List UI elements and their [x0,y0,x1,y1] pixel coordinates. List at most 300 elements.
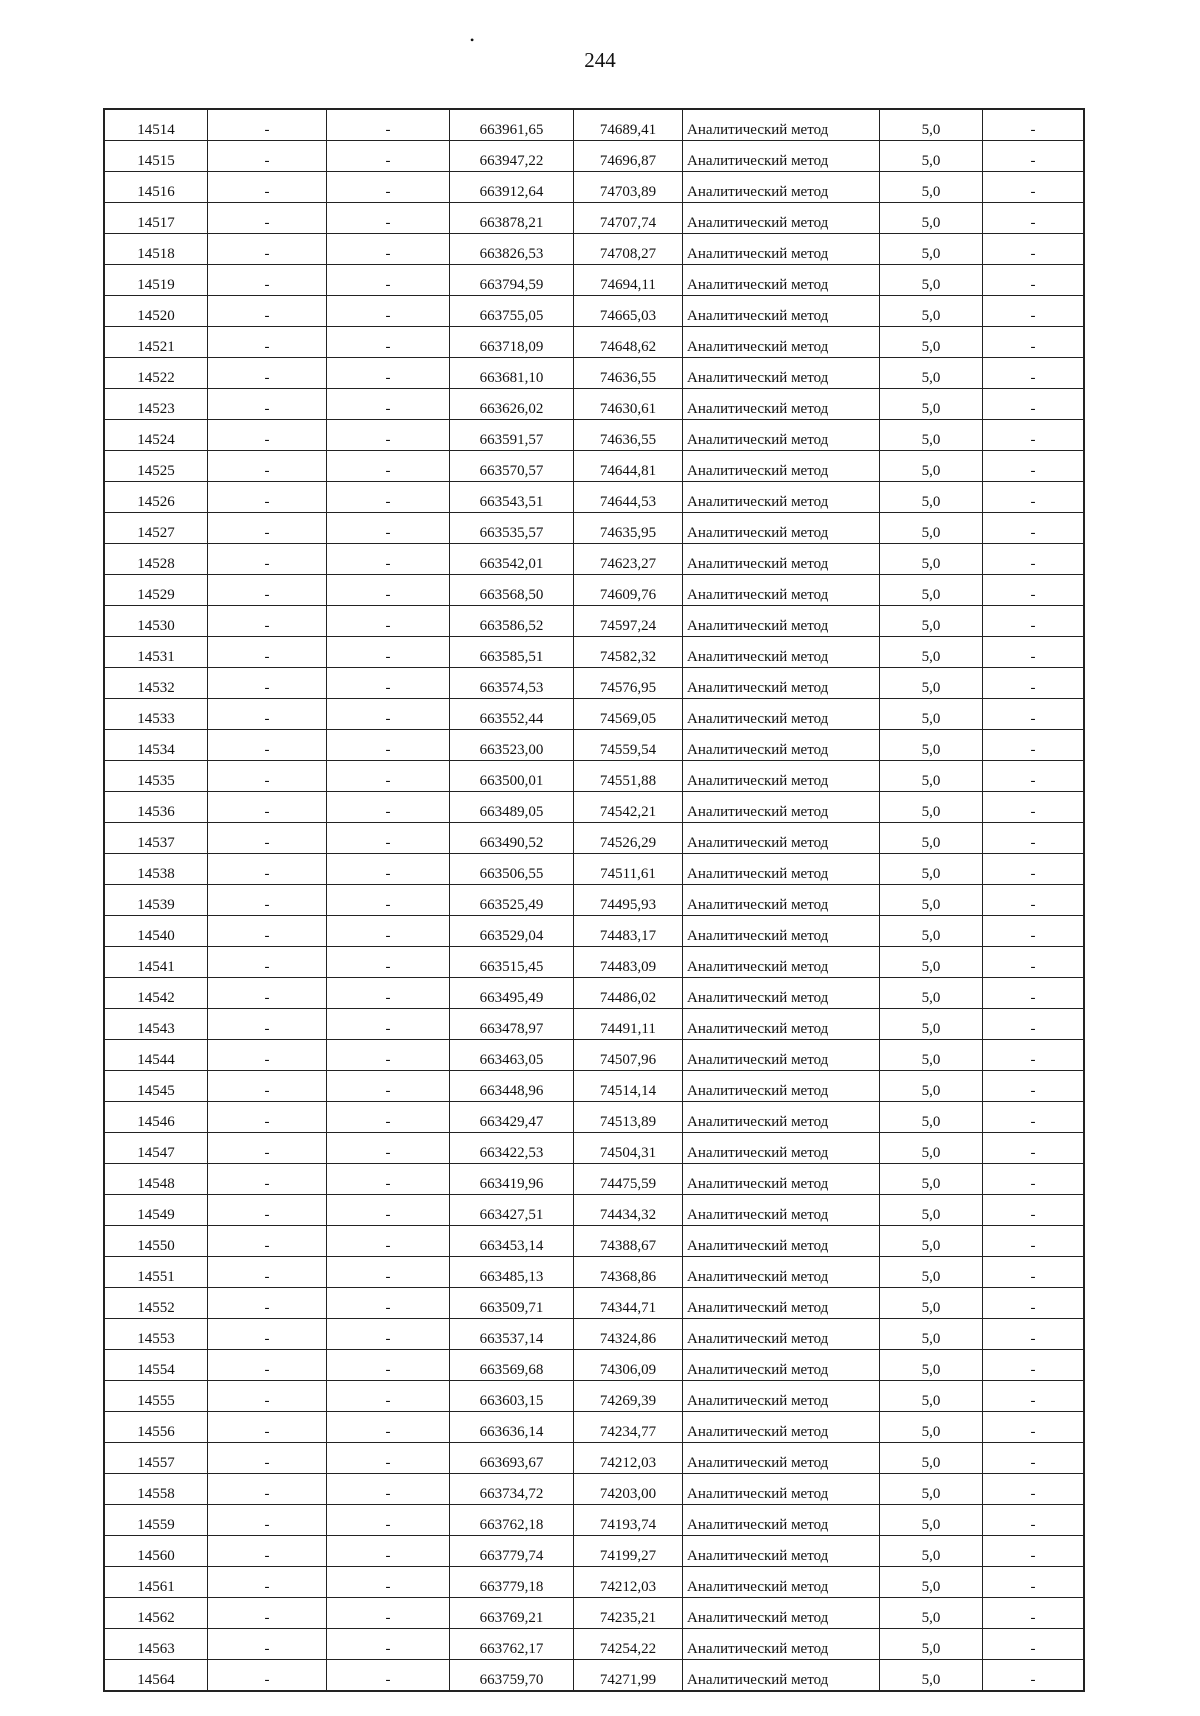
dash-cell-1: - [208,172,327,203]
table-row [104,1381,1084,1412]
y-coordinate-cell: 74511,61 [574,854,683,885]
x-coordinate-cell: 663779,74 [450,1536,574,1567]
y-coordinate-cell: 74234,77 [574,1412,683,1443]
x-coordinate-cell: 663755,05 [450,296,574,327]
dash-cell-3: - [983,1629,1085,1660]
dash-cell-2: - [327,203,450,234]
point-number-cell: 14516 [104,172,208,203]
x-coordinate-cell: 663509,71 [450,1288,574,1319]
table-row [104,1536,1084,1567]
x-coordinate-cell: 663525,49 [450,885,574,916]
accuracy-cell: 5,0 [880,1381,983,1412]
y-coordinate-cell: 74582,32 [574,637,683,668]
dash-cell-3: - [983,327,1085,358]
y-coordinate-cell: 74689,41 [574,109,683,141]
accuracy-cell: 5,0 [880,451,983,482]
dash-cell-3: - [983,1257,1085,1288]
method-cell: Аналитический метод [683,1226,880,1257]
method-cell: Аналитический метод [683,1257,880,1288]
dash-cell-3: - [983,1288,1085,1319]
dash-cell-2: - [327,296,450,327]
dash-cell-2: - [327,606,450,637]
accuracy-cell: 5,0 [880,1567,983,1598]
dash-cell-2: - [327,1071,450,1102]
point-number-cell: 14532 [104,668,208,699]
y-coordinate-cell: 74344,71 [574,1288,683,1319]
dash-cell-3: - [983,699,1085,730]
dash-cell-2: - [327,1412,450,1443]
point-number-cell: 14549 [104,1195,208,1226]
dash-cell-3: - [983,203,1085,234]
dash-cell-3: - [983,1009,1085,1040]
table-row [104,854,1084,885]
table-row [104,203,1084,234]
y-coordinate-cell: 74491,11 [574,1009,683,1040]
accuracy-cell: 5,0 [880,978,983,1009]
dash-cell-1: - [208,730,327,761]
dash-cell-1: - [208,668,327,699]
x-coordinate-cell: 663585,51 [450,637,574,668]
dash-cell-2: - [327,978,450,1009]
dash-cell-3: - [983,1412,1085,1443]
y-coordinate-cell: 74507,96 [574,1040,683,1071]
x-coordinate-cell: 663586,52 [450,606,574,637]
dash-cell-1: - [208,637,327,668]
table-row [104,1474,1084,1505]
dash-cell-2: - [327,668,450,699]
y-coordinate-cell: 74597,24 [574,606,683,637]
point-number-cell: 14525 [104,451,208,482]
point-number-cell: 14554 [104,1350,208,1381]
dash-cell-1: - [208,699,327,730]
dash-cell-3: - [983,761,1085,792]
dash-cell-3: - [983,296,1085,327]
table-row [104,1567,1084,1598]
dash-cell-1: - [208,234,327,265]
x-coordinate-cell: 663569,68 [450,1350,574,1381]
table-row [104,1040,1084,1071]
y-coordinate-cell: 74559,54 [574,730,683,761]
dash-cell-2: - [327,575,450,606]
dash-cell-1: - [208,1195,327,1226]
dash-cell-3: - [983,358,1085,389]
point-number-cell: 14556 [104,1412,208,1443]
table-row [104,606,1084,637]
table-row [104,327,1084,358]
dash-cell-2: - [327,420,450,451]
dash-cell-2: - [327,1195,450,1226]
method-cell: Аналитический метод [683,234,880,265]
dash-cell-2: - [327,451,450,482]
dash-cell-2: - [327,854,450,885]
y-coordinate-cell: 74569,05 [574,699,683,730]
dash-cell-3: - [983,1660,1085,1692]
x-coordinate-cell: 663769,21 [450,1598,574,1629]
point-number-cell: 14552 [104,1288,208,1319]
accuracy-cell: 5,0 [880,1412,983,1443]
dash-cell-2: - [327,823,450,854]
dash-cell-2: - [327,947,450,978]
method-cell: Аналитический метод [683,1164,880,1195]
accuracy-cell: 5,0 [880,1009,983,1040]
dash-cell-1: - [208,1381,327,1412]
dash-cell-1: - [208,1133,327,1164]
table-row [104,947,1084,978]
dash-cell-1: - [208,1319,327,1350]
dash-cell-3: - [983,513,1085,544]
y-coordinate-cell: 74609,76 [574,575,683,606]
point-number-cell: 14550 [104,1226,208,1257]
dash-cell-2: - [327,1660,450,1692]
method-cell: Аналитический метод [683,1350,880,1381]
dash-cell-2: - [327,792,450,823]
y-coordinate-cell: 74636,55 [574,420,683,451]
point-number-cell: 14536 [104,792,208,823]
dash-cell-2: - [327,637,450,668]
x-coordinate-cell: 663419,96 [450,1164,574,1195]
accuracy-cell: 5,0 [880,1443,983,1474]
method-cell: Аналитический метод [683,1629,880,1660]
method-cell: Аналитический метод [683,451,880,482]
dash-cell-1: - [208,1598,327,1629]
dash-cell-1: - [208,1567,327,1598]
x-coordinate-cell: 663422,53 [450,1133,574,1164]
dash-cell-2: - [327,358,450,389]
accuracy-cell: 5,0 [880,854,983,885]
x-coordinate-cell: 663734,72 [450,1474,574,1505]
point-number-cell: 14517 [104,203,208,234]
table-row [104,451,1084,482]
accuracy-cell: 5,0 [880,1071,983,1102]
dash-cell-1: - [208,1629,327,1660]
table-row [104,1350,1084,1381]
x-coordinate-cell: 663489,05 [450,792,574,823]
y-coordinate-cell: 74648,62 [574,327,683,358]
method-cell: Аналитический метод [683,885,880,916]
point-number-cell: 14533 [104,699,208,730]
point-number-cell: 14519 [104,265,208,296]
x-coordinate-cell: 663947,22 [450,141,574,172]
accuracy-cell: 5,0 [880,1040,983,1071]
dash-cell-3: - [983,420,1085,451]
point-number-cell: 14531 [104,637,208,668]
dash-cell-1: - [208,513,327,544]
dash-cell-3: - [983,916,1085,947]
y-coordinate-cell: 74708,27 [574,234,683,265]
table-row [104,668,1084,699]
accuracy-cell: 5,0 [880,916,983,947]
point-number-cell: 14529 [104,575,208,606]
y-coordinate-cell: 74434,32 [574,1195,683,1226]
method-cell: Аналитический метод [683,1567,880,1598]
y-coordinate-cell: 74644,53 [574,482,683,513]
dash-cell-1: - [208,1474,327,1505]
dash-cell-2: - [327,1164,450,1195]
table-row [104,637,1084,668]
dash-cell-2: - [327,265,450,296]
y-coordinate-cell: 74526,29 [574,823,683,854]
dash-cell-2: - [327,482,450,513]
dash-cell-1: - [208,1040,327,1071]
table-row [104,916,1084,947]
y-coordinate-cell: 74665,03 [574,296,683,327]
dash-cell-2: - [327,1381,450,1412]
point-number-cell: 14547 [104,1133,208,1164]
x-coordinate-cell: 663570,57 [450,451,574,482]
method-cell: Аналитический метод [683,1319,880,1350]
dash-cell-3: - [983,1164,1085,1195]
x-coordinate-cell: 663506,55 [450,854,574,885]
dash-cell-3: - [983,1443,1085,1474]
table-row [104,978,1084,1009]
point-number-cell: 14526 [104,482,208,513]
y-coordinate-cell: 74203,00 [574,1474,683,1505]
method-cell: Аналитический метод [683,203,880,234]
dash-cell-2: - [327,1257,450,1288]
table-row [104,730,1084,761]
dash-cell-3: - [983,1598,1085,1629]
point-number-cell: 14535 [104,761,208,792]
table-row [104,544,1084,575]
x-coordinate-cell: 663794,59 [450,265,574,296]
accuracy-cell: 5,0 [880,1257,983,1288]
dash-cell-3: - [983,1040,1085,1071]
dash-cell-2: - [327,141,450,172]
dash-cell-2: - [327,389,450,420]
point-number-cell: 14542 [104,978,208,1009]
point-number-cell: 14546 [104,1102,208,1133]
table-row [104,1164,1084,1195]
dash-cell-3: - [983,637,1085,668]
y-coordinate-cell: 74514,14 [574,1071,683,1102]
point-number-cell: 14564 [104,1660,208,1692]
y-coordinate-cell: 74694,11 [574,265,683,296]
dash-cell-2: - [327,109,450,141]
method-cell: Аналитический метод [683,420,880,451]
dash-cell-3: - [983,978,1085,1009]
y-coordinate-cell: 74483,09 [574,947,683,978]
method-cell: Аналитический метод [683,1443,880,1474]
x-coordinate-cell: 663515,45 [450,947,574,978]
dash-cell-2: - [327,1350,450,1381]
point-number-cell: 14553 [104,1319,208,1350]
table-row [104,823,1084,854]
table-row [104,792,1084,823]
y-coordinate-cell: 74483,17 [574,916,683,947]
method-cell: Аналитический метод [683,358,880,389]
dash-cell-3: - [983,1133,1085,1164]
dash-cell-2: - [327,1505,450,1536]
table-row [104,296,1084,327]
method-cell: Аналитический метод [683,172,880,203]
table-row [104,1102,1084,1133]
point-number-cell: 14530 [104,606,208,637]
coordinates-table [103,108,1085,1692]
dash-cell-3: - [983,668,1085,699]
accuracy-cell: 5,0 [880,606,983,637]
dash-cell-3: - [983,1536,1085,1567]
method-cell: Аналитический метод [683,1505,880,1536]
point-number-cell: 14544 [104,1040,208,1071]
dash-cell-2: - [327,1226,450,1257]
y-coordinate-cell: 74486,02 [574,978,683,1009]
table-row [104,699,1084,730]
coordinates-table-body [104,109,1084,1691]
y-coordinate-cell: 74324,86 [574,1319,683,1350]
table-row [104,1598,1084,1629]
dash-cell-3: - [983,1102,1085,1133]
x-coordinate-cell: 663603,15 [450,1381,574,1412]
y-coordinate-cell: 74504,31 [574,1133,683,1164]
dash-cell-1: - [208,978,327,1009]
dash-cell-1: - [208,1164,327,1195]
method-cell: Аналитический метод [683,699,880,730]
dash-cell-3: - [983,389,1085,420]
table-row [104,513,1084,544]
accuracy-cell: 5,0 [880,1102,983,1133]
point-number-cell: 14528 [104,544,208,575]
x-coordinate-cell: 663490,52 [450,823,574,854]
point-number-cell: 14545 [104,1071,208,1102]
table-row [104,1319,1084,1350]
x-coordinate-cell: 663718,09 [450,327,574,358]
dash-cell-1: - [208,606,327,637]
dash-cell-3: - [983,1195,1085,1226]
method-cell: Аналитический метод [683,1660,880,1692]
method-cell: Аналитический метод [683,1133,880,1164]
x-coordinate-cell: 663500,01 [450,761,574,792]
accuracy-cell: 5,0 [880,947,983,978]
accuracy-cell: 5,0 [880,265,983,296]
dash-cell-2: - [327,513,450,544]
y-coordinate-cell: 74269,39 [574,1381,683,1412]
accuracy-cell: 5,0 [880,575,983,606]
point-number-cell: 14518 [104,234,208,265]
table-row [104,420,1084,451]
x-coordinate-cell: 663542,01 [450,544,574,575]
method-cell: Аналитический метод [683,109,880,141]
x-coordinate-cell: 663485,13 [450,1257,574,1288]
x-coordinate-cell: 663448,96 [450,1071,574,1102]
y-coordinate-cell: 74644,81 [574,451,683,482]
table-row [104,1257,1084,1288]
point-number-cell: 14555 [104,1381,208,1412]
method-cell: Аналитический метод [683,1381,880,1412]
method-cell: Аналитический метод [683,916,880,947]
y-coordinate-cell: 74551,88 [574,761,683,792]
method-cell: Аналитический метод [683,1040,880,1071]
dash-cell-3: - [983,854,1085,885]
dash-cell-3: - [983,575,1085,606]
method-cell: Аналитический метод [683,668,880,699]
page-number: 244 [584,48,616,72]
method-cell: Аналитический метод [683,823,880,854]
dash-cell-1: - [208,389,327,420]
accuracy-cell: 5,0 [880,730,983,761]
dash-cell-2: - [327,1474,450,1505]
method-cell: Аналитический метод [683,792,880,823]
dash-cell-3: - [983,544,1085,575]
point-number-cell: 14522 [104,358,208,389]
dash-cell-1: - [208,1660,327,1692]
y-coordinate-cell: 74306,09 [574,1350,683,1381]
x-coordinate-cell: 663478,97 [450,1009,574,1040]
dash-cell-2: - [327,730,450,761]
x-coordinate-cell: 663681,10 [450,358,574,389]
accuracy-cell: 5,0 [880,296,983,327]
accuracy-cell: 5,0 [880,699,983,730]
table-row [104,1629,1084,1660]
point-number-cell: 14557 [104,1443,208,1474]
point-number-cell: 14521 [104,327,208,358]
method-cell: Аналитический метод [683,947,880,978]
dash-cell-2: - [327,1598,450,1629]
accuracy-cell: 5,0 [880,1195,983,1226]
x-coordinate-cell: 663429,47 [450,1102,574,1133]
y-coordinate-cell: 74542,21 [574,792,683,823]
point-number-cell: 14563 [104,1629,208,1660]
table-row [104,389,1084,420]
method-cell: Аналитический метод [683,1474,880,1505]
dash-cell-2: - [327,1443,450,1474]
y-coordinate-cell: 74636,55 [574,358,683,389]
table-row [104,358,1084,389]
y-coordinate-cell: 74696,87 [574,141,683,172]
dash-cell-1: - [208,1071,327,1102]
dash-cell-2: - [327,172,450,203]
method-cell: Аналитический метод [683,1102,880,1133]
scan-mark: • [470,33,475,47]
dash-cell-2: - [327,699,450,730]
dash-cell-2: - [327,1009,450,1040]
table-row [104,1505,1084,1536]
accuracy-cell: 5,0 [880,1474,983,1505]
dash-cell-3: - [983,1071,1085,1102]
y-coordinate-cell: 74475,59 [574,1164,683,1195]
y-coordinate-cell: 74703,89 [574,172,683,203]
table-row [104,482,1084,513]
method-cell: Аналитический метод [683,1412,880,1443]
dash-cell-3: - [983,265,1085,296]
dash-cell-3: - [983,823,1085,854]
accuracy-cell: 5,0 [880,761,983,792]
y-coordinate-cell: 74707,74 [574,203,683,234]
table-row [104,761,1084,792]
point-number-cell: 14559 [104,1505,208,1536]
accuracy-cell: 5,0 [880,141,983,172]
table-row [104,1133,1084,1164]
dash-cell-3: - [983,792,1085,823]
dash-cell-1: - [208,916,327,947]
table-row [104,1288,1084,1319]
accuracy-cell: 5,0 [880,109,983,141]
y-coordinate-cell: 74513,89 [574,1102,683,1133]
point-number-cell: 14560 [104,1536,208,1567]
dash-cell-2: - [327,234,450,265]
point-number-cell: 14514 [104,109,208,141]
dash-cell-3: - [983,172,1085,203]
dash-cell-1: - [208,265,327,296]
method-cell: Аналитический метод [683,1536,880,1567]
dash-cell-2: - [327,1102,450,1133]
x-coordinate-cell: 663762,18 [450,1505,574,1536]
method-cell: Аналитический метод [683,637,880,668]
dash-cell-1: - [208,947,327,978]
method-cell: Аналитический метод [683,513,880,544]
dash-cell-3: - [983,1474,1085,1505]
method-cell: Аналитический метод [683,1288,880,1319]
point-number-cell: 14539 [104,885,208,916]
